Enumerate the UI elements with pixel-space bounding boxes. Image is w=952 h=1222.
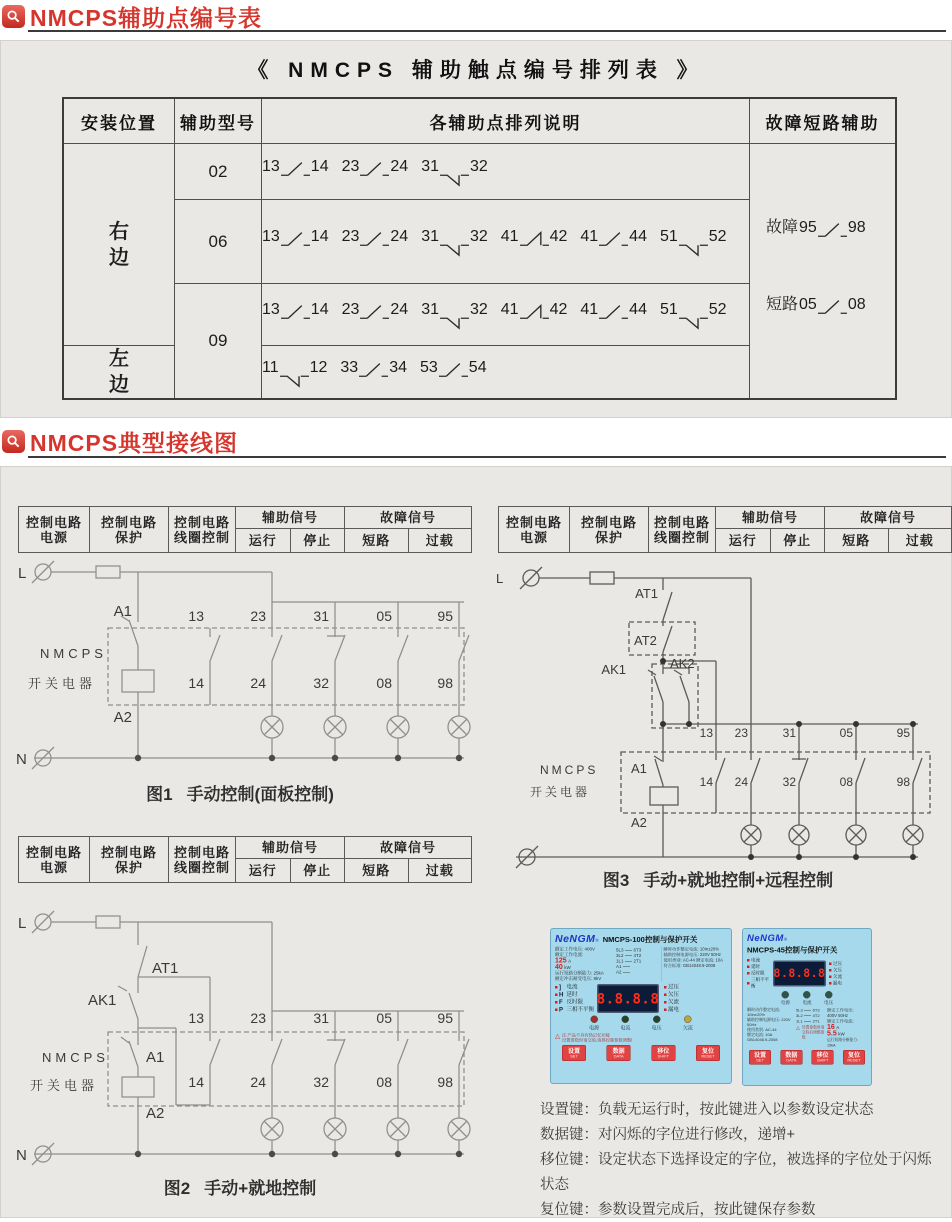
- contact-number: 24: [250, 675, 266, 691]
- device-title: NMCPS-100控制与保护开关: [602, 935, 698, 944]
- contact-pair: 95 98: [799, 219, 866, 236]
- device-button-row: [747, 1050, 867, 1065]
- section2-header: [2, 427, 238, 455]
- device-title: NMCPS-45控制与保护开关: [747, 946, 838, 955]
- signal-table-fig1: [18, 506, 472, 553]
- device-name2: 开关电器: [28, 676, 97, 691]
- col-aux-signal: 辅助信号: [236, 507, 345, 529]
- contact-number: 05: [376, 608, 392, 624]
- fig2-circuit-diagram: [14, 886, 470, 1182]
- position-right-cell: [63, 144, 175, 346]
- device-specs: 额定工作电压: 400V 额定工作电流: 125 A 40 kW 运行短路分断能力: 25kA 额定冲击耐受电压: 8kV 5L3 6T3 3L2 4T2 1L1 2T1 A1 A2 瞬时动作整定电流: 10In±20% 辅助控制电源电压: 220V 50Hz 使用类别: AC-44 额定电流: 10A 符合标准: GB14048.9-2008: [555, 947, 727, 982]
- lamp-icon: [803, 991, 811, 999]
- contact-pair: 41 42: [500, 301, 568, 318]
- status-led-list-right: 过压 欠压 欠流 漏电: [659, 984, 706, 1014]
- warning-triangle-icon: △: [555, 1032, 560, 1040]
- col-coil: 控制电路 线圈控制: [649, 507, 716, 553]
- contact-pair: 33 34: [340, 358, 407, 376]
- device-display-area: [747, 957, 867, 990]
- contact-pair: 31 32: [421, 299, 488, 330]
- device-display-area: [555, 984, 727, 1014]
- set-button: 设置 SET: [749, 1050, 771, 1065]
- brand-logo: NeNGM: [747, 933, 784, 944]
- contact-pair: 31 32: [421, 226, 488, 257]
- section2-title: NMCPS典型接线图: [30, 429, 239, 456]
- table-row: [63, 144, 896, 200]
- device-nmcps-100-photo: [550, 928, 732, 1084]
- contact-number: 08: [376, 675, 392, 691]
- section1-header: [2, 2, 262, 30]
- contact-number: 13: [188, 1010, 204, 1026]
- col-coil: 控制电路 线圈控制: [169, 837, 236, 883]
- fig2-caption: 图2 手动+就地控制: [163, 1179, 317, 1198]
- contact-number: 24: [250, 1074, 266, 1090]
- cell-stop: 停止: [770, 529, 825, 553]
- header-arrangement: 各辅助点排列说明: [262, 98, 750, 144]
- contact-number: 08: [376, 1074, 392, 1090]
- col-coil: 控制电路 线圈控制: [169, 507, 236, 553]
- position-right-label: 右边: [109, 220, 129, 269]
- device-name: NMCPS: [40, 646, 107, 661]
- coil-a1-label: A1: [631, 761, 647, 776]
- col-power: 控制电路 电源: [19, 837, 90, 883]
- section1-title: NMCPS辅助点编号表: [30, 4, 263, 31]
- cell-stop: 停止: [290, 859, 345, 883]
- data-button: 数据 DATA: [607, 1045, 631, 1061]
- cell-overload: 过载: [888, 529, 952, 553]
- col-aux-signal: 辅助信号: [716, 507, 825, 529]
- line-L-label: L: [18, 565, 27, 582]
- contact-number: 24: [734, 775, 748, 789]
- reset-button: 复位 RESET: [843, 1050, 865, 1065]
- contact-number: 98: [896, 775, 910, 789]
- fault-line: 故障 95 98: [766, 217, 895, 248]
- device-name2: 开关电器: [530, 785, 591, 799]
- fault-aux-cell: [750, 144, 897, 400]
- device-specs: 瞬时动作整定电流: 10In±20% 辅助控制电源电压: 220V 50Hz 使用类别: AC-44 额定电流: 10A GB14048.9-2008 5L3 6T3 3L2 4T2 1L1 2T1 △ 设置参数时请交验后调整参数 额定工作电压: 400V 50Hz 额定工作电流: 16 A 5.5 kW 运行短路分断能力: 15kA: [747, 1007, 859, 1048]
- magnifier-icon: [2, 430, 25, 453]
- cell-stop: 停止: [290, 529, 345, 553]
- contact-number: 13: [188, 608, 204, 624]
- cell-run: 运行: [236, 529, 291, 553]
- fig1-caption: 图1 手动控制(面板控制): [146, 785, 334, 804]
- warning-triangle-icon: △: [796, 1025, 800, 1031]
- contacts-row-02: [262, 144, 750, 200]
- status-led-list-left: 电流 延时 反时限 三相不平衡: [747, 957, 773, 990]
- coil-a2-label: A2: [113, 709, 132, 726]
- contact-number: 98: [437, 675, 453, 691]
- contact-pair: 53 54: [420, 358, 487, 376]
- contact-number: 14: [699, 775, 713, 789]
- device-button-row: [555, 1045, 727, 1061]
- contact-pair: 13 14: [262, 158, 329, 175]
- aux-contact-table: [62, 97, 897, 400]
- data-button: 数据 DATA: [780, 1050, 802, 1065]
- contact-pair: 41 42: [500, 228, 568, 245]
- cell-run: 运行: [236, 859, 291, 883]
- lamp-icon: [825, 991, 833, 999]
- header-aux-model: 辅助型号: [175, 98, 262, 144]
- line-L-label: L: [18, 915, 27, 932]
- short-contact: [799, 294, 866, 325]
- cell-short: 短路: [345, 529, 409, 553]
- contact-number: 05: [839, 726, 853, 740]
- col-protect: 控制电路 保护: [90, 837, 169, 883]
- contacts-row-09b: [262, 346, 750, 400]
- table-header-row: [63, 98, 896, 144]
- magnifier-icon: [2, 5, 25, 28]
- line-L-label: L: [496, 571, 504, 586]
- col-aux-signal: 辅助信号: [236, 837, 345, 859]
- contact-number: 13: [699, 726, 713, 740]
- fig3-circuit-diagram: [486, 556, 950, 900]
- cell-run: 运行: [716, 529, 771, 553]
- contact-pair: 41 44: [580, 228, 647, 245]
- ak1-label: AK1: [88, 992, 117, 1009]
- header-install-position: 安装位置: [63, 98, 175, 144]
- contact-number: 32: [313, 675, 329, 691]
- col-protect: 控制电路 保护: [570, 507, 649, 553]
- contact-pair: 13 14: [262, 228, 329, 245]
- header-fault-short: 故障短路辅助: [750, 98, 897, 144]
- contact-number: 14: [188, 1074, 204, 1090]
- status-led-list-left: ] 电流 H 延时 F 反时限 P 三相不平衡: [555, 984, 597, 1014]
- contact-pair: 23 24: [341, 228, 409, 245]
- note-line: 移位键：设定状态下选择设定的字位，被选择的字位处于闪烁状态: [540, 1152, 932, 1193]
- contact-pair: 31 32: [421, 156, 488, 187]
- cell-overload: 过载: [408, 529, 472, 553]
- contact-number: 08: [839, 775, 853, 789]
- contact-number: 32: [782, 775, 796, 789]
- contact-pair: 51 52: [660, 226, 727, 257]
- lamp-icon: [622, 1016, 630, 1024]
- indicator-lamp-row: 电源 电流 电压: [775, 991, 840, 1006]
- col-fault-signal: 故障信号: [825, 507, 952, 529]
- device-name: NMCPS: [42, 1050, 109, 1065]
- contact-number: 14: [188, 675, 204, 691]
- col-fault-signal: 故障信号: [345, 507, 472, 529]
- device-name2: 开关电器: [30, 1078, 99, 1093]
- at1-label: AT1: [152, 960, 179, 977]
- device-nmcps-45-photo: [742, 928, 872, 1086]
- contact-number: 32: [313, 1074, 329, 1090]
- led-dot: [555, 986, 558, 989]
- col-protect: 控制电路 保护: [90, 507, 169, 553]
- contacts-row-09a: [262, 284, 750, 346]
- device-name: NMCPS: [540, 763, 599, 777]
- position-left-cell: [63, 346, 175, 400]
- note-line: 数据键：对闪烁的字位进行修改，递增+: [540, 1127, 795, 1143]
- ak2-label: AK2: [670, 656, 695, 671]
- short-line: 短路 05 08: [766, 294, 895, 325]
- terminal-mini-diagram: 5L3 6T3 3L2 4T2 1L1 2T1 △ 设置参数时请交验后调整参数: [796, 1008, 825, 1040]
- contact-number: 23: [734, 726, 748, 740]
- terminal-mini-diagram: 5L3 6T3 3L2 4T2 1L1 2T1 A1 A2: [616, 947, 642, 975]
- position-left-label: 左边: [109, 348, 129, 396]
- cell-overload: 过载: [408, 859, 472, 883]
- indicator-lamp-row: 电源 电流 电压 欠流: [579, 1016, 704, 1032]
- seven-segment-display: 8.8.8.8: [597, 984, 659, 1013]
- lamp-icon: [782, 991, 790, 999]
- contact-number: 31: [313, 608, 329, 624]
- note-line: 设置键：负载无运行时，按此键进入以参数设定状态: [540, 1102, 874, 1118]
- coil-a1-label: A1: [146, 1049, 165, 1066]
- contact-number: 05: [376, 1010, 392, 1026]
- shift-button: 移位 SHIFT: [651, 1045, 675, 1061]
- coil-a2-label: A2: [146, 1105, 165, 1122]
- section1-divider: [28, 30, 946, 32]
- col-fault-signal: 故障信号: [345, 837, 472, 859]
- device-header: NeNGM ® NMCPS-100控制与保护开关: [555, 933, 698, 945]
- contact-pair: 13 14: [262, 301, 329, 318]
- line-N-label: N: [16, 751, 27, 768]
- button-key-notes: [540, 1098, 945, 1222]
- device-header: NeNGM ®: [747, 933, 788, 944]
- contact-number: 31: [313, 1010, 329, 1026]
- contact-number: 95: [437, 608, 453, 624]
- at2-label: AT2: [634, 633, 657, 648]
- contact-number: 95: [896, 726, 910, 740]
- contact-pair: 41 44: [580, 301, 647, 318]
- contacts-row-06: [262, 200, 750, 284]
- coil-a2-label: A2: [631, 815, 647, 830]
- contact-pair: 23 24: [341, 301, 409, 318]
- lamp-icon: [653, 1016, 661, 1024]
- contact-number: 23: [250, 608, 266, 624]
- cell-short: 短路: [345, 859, 409, 883]
- section2-divider: [28, 456, 946, 458]
- contact-number: 23: [250, 1010, 266, 1026]
- contact-pair: 23 24: [341, 158, 409, 175]
- warning-note: △ 注:产品不具有热记忆功能 设置参数时请交验,请将控制参数调整!: [555, 1032, 633, 1043]
- fig1-circuit-diagram: [14, 558, 470, 784]
- contact-number: 31: [782, 726, 796, 740]
- seven-segment-display: 8.8.8.8: [773, 960, 826, 986]
- shift-button: 移位 SHIFT: [812, 1050, 834, 1065]
- fig3-caption: 图3 手动+就地控制+远程控制: [602, 871, 834, 890]
- model-06: 06: [175, 200, 262, 284]
- cell-short: 短路: [825, 529, 889, 553]
- col-power: 控制电路 电源: [19, 507, 90, 553]
- fault-contact: [799, 217, 866, 248]
- lamp-icon: [684, 1016, 692, 1024]
- set-button: 设置 SET: [562, 1045, 586, 1061]
- contact-pair: 11 12: [262, 357, 327, 388]
- contact-number: 98: [437, 1074, 453, 1090]
- model-02: 02: [175, 144, 262, 200]
- note-line: 复位键：参数设置完成后，按此键保存参数: [540, 1202, 816, 1218]
- ak1-label: AK1: [601, 662, 626, 677]
- coil-a1-label: A1: [113, 603, 132, 620]
- signal-table-fig2: [18, 836, 472, 883]
- contact-pair: 05 08: [799, 296, 866, 313]
- brand-logo: NeNGM: [555, 933, 596, 945]
- col-power: 控制电路 电源: [499, 507, 570, 553]
- model-09: 09: [175, 284, 262, 400]
- lamp-icon: [590, 1016, 598, 1024]
- at1-label: AT1: [635, 586, 658, 601]
- status-led-list-right: 过压 欠压 欠流 漏电: [826, 960, 855, 986]
- contact-number: 95: [437, 1010, 453, 1026]
- contact-pair: 51 52: [660, 299, 727, 330]
- aux-table-title: 《 NMCPS 辅助触点编号排列表 》: [247, 59, 705, 82]
- signal-table-fig3: [498, 506, 952, 553]
- reset-button: 复位 RESET: [696, 1045, 720, 1061]
- line-N-label: N: [16, 1147, 27, 1164]
